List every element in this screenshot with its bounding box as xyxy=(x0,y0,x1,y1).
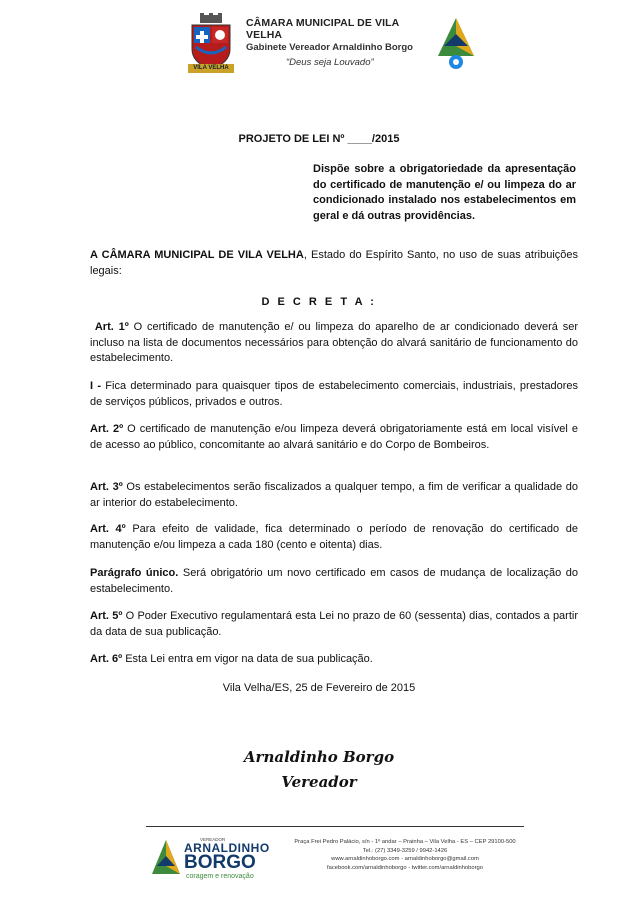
article-text: O Poder Executivo regulamentará esta Lei no prazo de 60 (sessenta) dias, contados a partir da data de sua publicação. xyxy=(90,610,579,638)
article-1 xyxy=(90,320,578,367)
footer-phone: Tel.: (27) 3349-3259 / 9942-1426 xyxy=(362,847,448,854)
article-6 xyxy=(90,652,578,668)
signature-name: Arnaldinho Borgo xyxy=(243,748,395,766)
article-label: Art. 2º xyxy=(90,423,124,435)
crest-label: VILA VELHA xyxy=(188,64,234,73)
preamble-text: , Estado do Espírito Santo, no uso de suas atribuições legais: xyxy=(90,249,579,277)
article-4 xyxy=(90,522,578,553)
article-5 xyxy=(90,609,578,640)
article-label: Art. 1º xyxy=(94,321,129,333)
footer-divider xyxy=(146,826,524,827)
article-3 xyxy=(90,480,578,511)
article-text: O certificado de manutenção e/ ou limpeza do aparelho de ar condicionado deverá ser incluso na lista de documentos necessários para obtenção do alvará sanitário de funcionamento do estabelecimento. xyxy=(90,321,578,364)
article-text: O certificado de manutenção e/ou limpeza deverá obrigatoriamente está em local visível e de acesso ao público, concomitante ao alvará sanitário e do Corpo de Bombeiros. xyxy=(90,423,578,451)
footer-address: Praça Frei Pedro Palácio, s/n - 1º andar – Prainha – Vila Velha - ES – CEP 29100-500 xyxy=(294,839,516,845)
article-text: Será obrigatório um novo certificado em casos de mudança de localização do estabelecimento. xyxy=(90,567,579,595)
signature-role: Vereador xyxy=(281,773,357,791)
article-label: Art. 6º xyxy=(90,653,123,665)
office-name: Gabinete Vereador Arnaldinho Borgo xyxy=(246,42,413,53)
logo-last-name: BORGO xyxy=(184,852,256,873)
footer-contact xyxy=(280,838,530,872)
article-text: Esta Lei entra em vigor na data de sua publicação. xyxy=(122,653,373,665)
article-text: Para efeito de validade, fica determinado o período de renovação do certificado de manutenção e/ou limpeza a cada 180 (cento e oitenta) dias. xyxy=(90,523,579,551)
sole-paragraph xyxy=(90,566,578,597)
logo-first-name: ARNALDINHO xyxy=(184,841,270,855)
article-label: Art. 4º xyxy=(90,523,126,535)
document-title: PROJETO DE LEI Nº ____/2015 xyxy=(238,133,400,145)
preamble xyxy=(90,248,578,279)
article-label: I - xyxy=(90,380,102,392)
footer-social: facebook.com/arnaldinhoborgo - twitter.com/arnaldinhoborgo xyxy=(327,864,483,871)
logo-slogan: coragem e renovação xyxy=(186,873,254,880)
decree-heading: D E C R E T A : xyxy=(261,296,377,308)
letterhead-text xyxy=(246,17,436,68)
article-2 xyxy=(90,422,578,453)
logo-small-text: VEREADOR xyxy=(200,837,226,842)
motto: “Deus seja Louvado” xyxy=(286,57,374,68)
item-i xyxy=(90,379,578,410)
article-label: Art. 5º xyxy=(90,610,123,622)
footer-web-email: www.arnaldinhoborgo.com - arnaldinhoborgo@gmail.com xyxy=(331,856,479,863)
article-text: Fica determinado para quaisquer tipos de estabelecimento comerciais, industriais, prestadores de serviços públicos, privados e outros. xyxy=(90,380,579,408)
institution-name: CÂMARA MUNICIPAL DE VILA VELHA xyxy=(246,17,399,41)
bill-summary: Dispõe sobre a obrigatoriedade da apresentação do certificado de manutenção e/ ou limpeza do ar condicionado instalado nos estabelecimentos em geral e dá outras providências. xyxy=(313,163,576,222)
place-and-date: Vila Velha/ES, 25 de Fevereiro de 2015 xyxy=(222,682,416,694)
preamble-bold: A CÂMARA MUNICIPAL DE VILA VELHA xyxy=(90,249,304,261)
article-label: Parágrafo único. xyxy=(90,567,179,579)
triangle-logo-icon xyxy=(436,16,476,70)
letterhead xyxy=(0,0,638,90)
article-label: Art. 3º xyxy=(90,481,123,493)
article-text: Os estabelecimentos serão fiscalizados a qualquer tempo, a fim de verificar a qualidade do ar interior do estabelecimento. xyxy=(90,481,578,509)
